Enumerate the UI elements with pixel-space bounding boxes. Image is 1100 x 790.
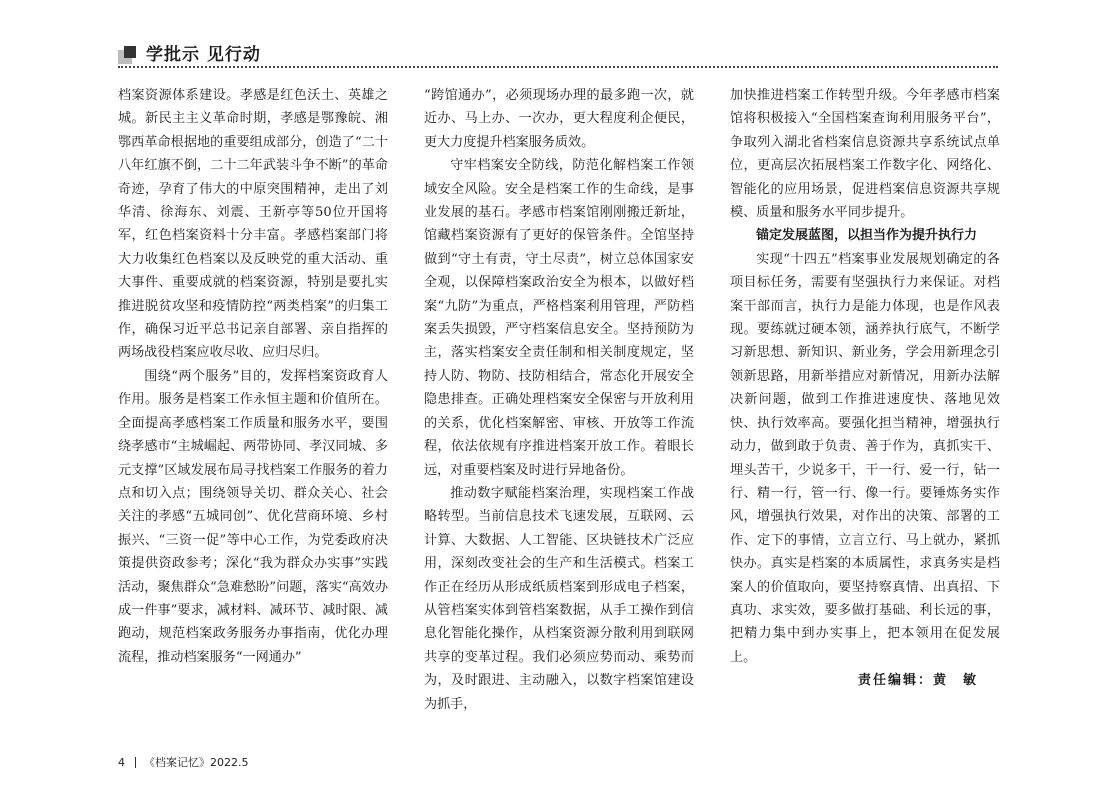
header-divider xyxy=(118,66,998,68)
responsible-editor: 责任编辑：黄 敏 xyxy=(857,673,978,689)
paragraph: 档案资源体系建设。孝感是红色沃土、英雄之城。新民主主义革命时期，孝感是鄂豫皖、湘鄂西革命根据地的重要组成部分，创造了“二十八年红旗不倒，二十二年武装斗争不断”的革命奇迹，孕育了伟大的中原突围精神，走出了刘华清、徐海东、刘震、王新亭等50位开国将军，红色档案资料十分丰富。孝感档案部门将大力收集红色档案以及反映党的重大活动、重大事件、重要成就的档案资源，特别是要扎实推进脱贫攻坚和疫情防控“两类档案”的归集工作，确保习近平总书记亲自部署、亲自指挥的两场战役档案应收尽收、应归尽归。 xyxy=(118,88,388,361)
section-title: 学批示 见行动 xyxy=(146,45,261,65)
paragraph: 实现“十四五”档案事业发展规划确定的各项目标任务，需要有坚强执行力来保证。对档案干部而言，执行力是能力体现，也是作风表现。要练就过硬本领，涵养执行底气，不断学习新思想、新知识、新业务，学会用新理念引领新思路，用新举措应对新情况，用新办法解决新问题，做到工作推进速度快、落地见效快、执行效率高。要强化担当精神，增强执行动力，做到敢于负责、善于作为，真抓实干、埋头苦干，少说多干，干一行、爱一行，钻一行、精一行，管一行、像一行。要锤炼务实作风，增强执行效果，对作出的决策、部署的工作、定下的事情，立言立行、马上就办，紧抓快办。真实是档案的本质属性，求真务实是档案人的价值取向，要坚持察真情、出真招、下真功、求实效，要多做打基础、利长远的事，把精力集中到办实事上，把本领用在促发展上。 xyxy=(730,251,1000,665)
section-heading: 锚定发展蓝图，以担当作为提升执行力 xyxy=(756,228,978,244)
text-column-3 xyxy=(730,84,1000,693)
page-number: 4 xyxy=(118,755,125,769)
text-column-1 xyxy=(118,84,388,669)
paragraph: 推动数字赋能档案治理，实现档案工作战略转型。当前信息技术飞速发展，互联网、云计算、大数据、人工智能、区块链技术广泛应用，深刻改变社会的生产和生活模式。档案工作正在经历从形成纸质档案到形成电子档案，从管档案实体到管档案数据，从手工操作到信息化智能化操作，从档案资源分散利用到联网共享的变革过程。我们必须应势而动、乘势而为，及时跟进、主动融入，以数字档案馆建设为抓手， xyxy=(424,485,694,712)
paragraph: 围绕“两个服务”目的，发挥档案资政育人作用。服务是档案工作永恒主题和价值所在。全面提高孝感档案工作质量和服务水平，要围绕孝感市“主城崛起、两带协同、孝汉同城、多元支撑”区域发展布局寻找档案工作服务的着力点和切入点；围绕领导关切、群众关心、社会关注的孝感“五城同创”、优化营商环境、乡村振兴、“三资一促”等中心工作，为党委政府决策提供资政参考；深化“我为群众办实事”实践活动，聚焦群众“急难愁盼”问题，落实“高效办成一件事”要求，减材料、减环节、减时限、减跑动，规范档案政务服务办事指南，优化办理流程，推动档案服务“一网通办” xyxy=(118,368,388,665)
paragraph: 加快推进档案工作转型升级。今年孝感市档案馆将积极接入“全国档案查询利用服务平台”，争取列入湖北省档案信息资源共享系统试点单位，更高层次拓展档案工作数字化、网络化、智能化的应用场景，促进档案信息资源共享规模、质量和服务水平同步提升。 xyxy=(730,88,1000,221)
paragraph: “跨馆通办”，必须现场办理的最多跑一次，就近办、马上办、一次办，更大程度利企便民，更大力度提升档案服务质效。 xyxy=(424,88,694,150)
text-column-2 xyxy=(424,84,694,716)
footer-divider xyxy=(135,757,136,768)
page-header xyxy=(118,40,261,66)
publication-name: 《档案记忆》2022.5 xyxy=(144,756,249,769)
paragraph: 守牢档案安全防线，防范化解档案工作领域安全风险。安全是档案工作的生命线，是事业发展的基石。孝感市档案馆刚刚搬迁新址，馆藏档案资源有了更好的保管条件。全馆坚持做到“守土有责，守土尽责”，树立总体国家安全观，以保障档案政治安全为根本，以做好档案“九防”为重点，严格档案利用管理，严防档案丢失损毁，严守档案信息安全。坚持预防为主，落实档案安全责任制和相关制度规定，坚持人防、物防、技防相结合，常态化开展安全隐患排查。正确处理档案安全保密与开放利用的关系，优化档案解密、审核、开放等工作流程，依法依规有序推进档案开放工作。着眼长远，对重要档案及时进行异地备份。 xyxy=(424,158,694,478)
page-footer xyxy=(118,754,249,770)
section-marker-icon xyxy=(118,46,140,66)
